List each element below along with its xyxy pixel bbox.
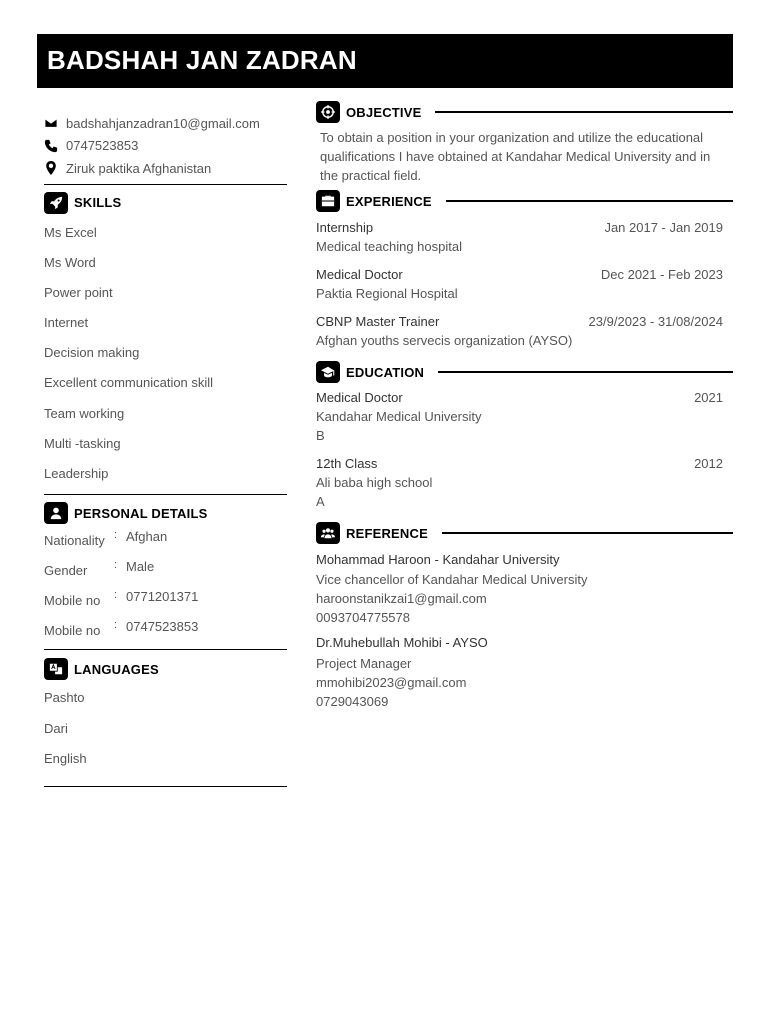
- phone-text: 0747523853: [66, 138, 139, 154]
- header-bar: [37, 34, 733, 88]
- degree-title: Medical Doctor: [316, 390, 403, 405]
- reference-name: Mohammad Haroon - Kandahar University: [316, 552, 560, 567]
- divider: [44, 184, 287, 185]
- skill-item: Decision making: [44, 345, 140, 361]
- skill-item: Internet: [44, 315, 89, 331]
- heading-rule: [446, 200, 733, 202]
- personal-detail-row: [44, 589, 287, 619]
- detail-key: Nationality: [44, 533, 105, 549]
- briefcase-icon: [316, 190, 340, 212]
- job-organization: Afghan youths servecis organization (AYSO): [316, 333, 573, 348]
- left-column: [44, 112, 287, 787]
- school-name: Kandahar Medical University: [316, 409, 482, 424]
- reference-heading: [316, 521, 733, 545]
- heading-rule: [435, 111, 733, 113]
- job-title: Medical Doctor: [316, 267, 403, 282]
- colon: :: [114, 529, 118, 542]
- email-text[interactable]: badshahjanzadran10@gmail.com: [66, 115, 260, 131]
- personal-details-list: [44, 529, 287, 649]
- translate-icon: [44, 658, 68, 680]
- skill-item: Team working: [44, 405, 125, 421]
- divider: [44, 494, 287, 495]
- heading-rule: [442, 532, 733, 534]
- objective-text: To obtain a position in your organization and utilize the educational qualifications I have obtained at Kandahar Medical University and in the practical field.: [320, 130, 711, 183]
- colon: :: [114, 559, 118, 572]
- user-icon: [44, 502, 68, 524]
- address-text: Ziruk paktika Afghanistan: [66, 160, 212, 176]
- reference-entry: [316, 552, 733, 625]
- detail-key: Gender: [44, 563, 88, 579]
- reference-title: REFERENCE: [346, 525, 428, 541]
- right-column: [316, 100, 733, 709]
- degree-title: 12th Class: [316, 456, 378, 471]
- objective-title: OBJECTIVE: [346, 104, 422, 120]
- detail-value: Male: [126, 559, 155, 575]
- languages-title: LANGUAGES: [74, 661, 159, 677]
- reference-role: Project Manager: [316, 656, 412, 671]
- candidate-name: BADSHAH JAN ZADRAN: [47, 45, 357, 75]
- job-title: Internship: [316, 220, 374, 235]
- experience-entry: [316, 267, 733, 301]
- colon: :: [114, 619, 118, 632]
- phone-icon: [44, 139, 58, 153]
- job-organization: Medical teaching hospital: [316, 239, 462, 254]
- contact-address: [44, 157, 287, 180]
- divider: [44, 786, 287, 787]
- detail-value: 0771201371: [126, 589, 199, 605]
- language-item: Pashto: [44, 690, 85, 706]
- detail-key: Mobile no: [44, 593, 101, 609]
- graduation-year: 2012: [694, 456, 723, 471]
- experience-entry: [316, 220, 733, 254]
- skill-item: Leadership: [44, 466, 109, 481]
- reference-name: Dr.Muhebullah Mohibi - AYSO: [316, 635, 488, 650]
- skill-item: Power point: [44, 284, 113, 300]
- colon: :: [114, 589, 118, 602]
- education-entry: [316, 390, 733, 443]
- skill-item: Excellent communication skill: [44, 375, 214, 391]
- language-item: English: [44, 751, 87, 767]
- reference-email[interactable]: haroonstanikzai1@gmail.com: [316, 591, 487, 606]
- grade: B: [316, 428, 325, 443]
- experience-entry: [316, 314, 733, 348]
- job-dates: Dec 2021 - Feb 2023: [600, 267, 723, 282]
- grade: A: [316, 494, 325, 509]
- contact-phone: [44, 135, 287, 158]
- people-icon: [316, 522, 340, 544]
- reference-email[interactable]: mmohibi2023@gmail.com: [316, 675, 467, 690]
- detail-key: Mobile no: [44, 623, 101, 639]
- reference-phone: 0093704775578: [316, 610, 410, 625]
- school-name: Ali baba high school: [316, 475, 433, 490]
- detail-value: Afghan: [126, 529, 168, 545]
- job-title: CBNP Master Trainer: [316, 314, 440, 329]
- personal-detail-row: [44, 529, 287, 559]
- reference-entry: [316, 635, 733, 709]
- reference-role: Vice chancellor of Kandahar Medical University: [316, 572, 588, 587]
- divider: [44, 649, 287, 650]
- language-item: Dari: [44, 720, 68, 736]
- objective-heading: [316, 100, 733, 124]
- target-icon: [316, 101, 340, 123]
- personal-detail-row: [44, 559, 287, 589]
- education-heading: [316, 360, 733, 384]
- location-pin-icon: [44, 161, 58, 175]
- personal-detail-row: [44, 619, 287, 649]
- job-organization: Paktia Regional Hospital: [316, 286, 458, 301]
- languages-list: [44, 690, 287, 782]
- skill-item: Multi -tasking: [44, 435, 121, 451]
- personal-details-title: PERSONAL DETAILS: [74, 505, 208, 521]
- detail-value: 0747523853: [126, 619, 199, 635]
- reference-phone: 0729043069: [316, 694, 389, 709]
- graduation-year: 2021: [694, 390, 723, 405]
- skills-list: [44, 225, 287, 497]
- heading-rule: [438, 371, 733, 373]
- skills-title: SKILLS: [74, 195, 122, 210]
- job-dates: Jan 2017 - Jan 2019: [604, 220, 723, 235]
- education-entry: [316, 456, 733, 509]
- personal-details-heading: [44, 501, 287, 525]
- languages-heading: [44, 657, 287, 681]
- skill-item: Ms Word: [44, 254, 96, 270]
- education-title: EDUCATION: [346, 364, 425, 380]
- job-dates: 23/9/2023 - 31/08/2024: [588, 314, 723, 329]
- rocket-icon: [44, 192, 68, 214]
- skill-item: Ms Excel: [44, 224, 97, 240]
- contact-email: [44, 112, 287, 135]
- skills-heading: [44, 191, 287, 215]
- experience-heading: [316, 189, 733, 213]
- graduation-cap-icon: [316, 361, 340, 383]
- envelope-icon: [44, 116, 58, 130]
- experience-title: EXPERIENCE: [346, 193, 432, 209]
